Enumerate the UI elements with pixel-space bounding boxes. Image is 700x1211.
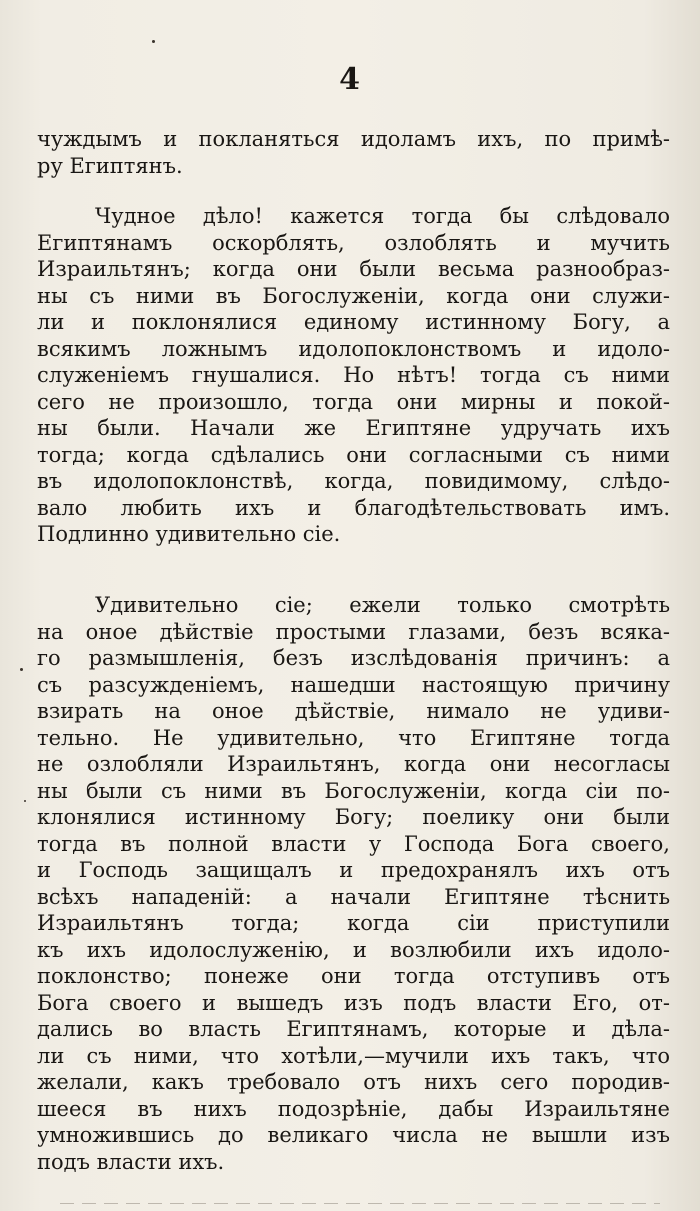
text-line: поклонство; понеже они тогда отступивъ отъ: [37, 964, 670, 988]
text-line: Подлинно удивительно сіе.: [37, 522, 341, 546]
text-line: ны были. Начали же Египтяне удручать ихъ: [37, 416, 670, 440]
text-line: не озлобляли Израильтянъ, когда они несогласы: [37, 752, 670, 776]
text-line: ны были съ ними въ Богослуженіи, когда сіи по-: [37, 778, 670, 803]
paragraph-continuation: [37, 126, 670, 179]
text-line: го размышленія, безъ изслѣдованія причинъ: а: [37, 646, 670, 670]
text-line: служеніемъ гнушалися. Но нѣтъ! тогда съ ними: [37, 363, 670, 387]
paragraph-wondrous-deed: [37, 203, 670, 548]
text-line: Чудное дѣло! кажется тогда бы слѣдовало: [95, 204, 670, 228]
text-line: чуждымъ и покланяться идоламъ ихъ, по примѣ-: [37, 127, 670, 151]
text-line: тогда въ полной власти у Господа Бога своего,: [37, 831, 670, 856]
print-speck: [20, 668, 23, 671]
text-line: желали, какъ требовало отъ нихъ сего породив-: [37, 1070, 670, 1094]
text-line: тельно. Не удивительно, что Египтяне тогда: [37, 725, 670, 750]
text-line: всѣхъ нападеній: а начали Египтяне тѣснить: [37, 884, 670, 909]
paragraph-explanation: [37, 592, 670, 1175]
text-line: ли съ ними, что хотѣли,—мучили ихъ такъ, что: [37, 1043, 670, 1068]
text-line: вало любить ихъ и благодѣтельствовать имъ.: [37, 495, 670, 520]
text-line: ру Египтянъ.: [37, 153, 183, 178]
text-line: Израильтянъ тогда; когда сіи приступили: [37, 911, 670, 935]
bottom-bleed-line: [60, 1203, 660, 1204]
text-line: въ идолопоклонствѣ, когда, повидимому, слѣдо-: [37, 469, 670, 493]
text-line: шееся въ нихъ подозрѣніе, дабы Израильтяне: [37, 1096, 670, 1121]
print-speck: [152, 40, 155, 43]
text-line: съ разсужденіемъ, нашедши настоящую причину: [37, 672, 670, 697]
text-line: подъ власти ихъ.: [37, 1149, 225, 1174]
text-line: Израильтянъ; когда они были весьма разнообраз-: [37, 257, 670, 281]
text-line: на оное дѣйствіе простыми глазами, безъ всяка-: [37, 619, 670, 644]
page-number: 4: [339, 62, 361, 97]
text-line: всякимъ ложнымъ идолопоклонствомъ и идоло-: [37, 336, 670, 361]
text-line: къ ихъ идолослуженію, и возлюбили ихъ идоло-: [37, 937, 670, 962]
text-line: сего не произошло, тогда они мирны и покой-: [37, 389, 670, 414]
print-speck: [24, 800, 26, 802]
text-line: клонялися истинному Богу; поелику они были: [37, 805, 670, 829]
text-line: Удивительно сіе; ежели только смотрѣть: [95, 593, 670, 617]
text-line: ли и поклонялися единому истинному Богу, а: [37, 310, 670, 334]
text-line: Египтянамъ оскорблять, озлоблять и мучить: [37, 230, 670, 255]
text-line: Бога своего и вышедъ изъ подъ власти Его, от-: [37, 990, 670, 1015]
text-line: ны съ ними въ Богослуженіи, когда они служи-: [37, 283, 670, 308]
text-line: тогда; когда сдѣлались они согласными съ ними: [37, 442, 670, 467]
text-line: и Господь защищалъ и предохранялъ ихъ отъ: [37, 858, 670, 882]
text-line: умножившись до великаго числа не вышли изъ: [37, 1123, 670, 1147]
text-line: дались во власть Египтянамъ, которые и дѣла-: [37, 1017, 670, 1041]
text-line: взирать на оное дѣйствіе, нимало не удиви-: [37, 699, 670, 723]
